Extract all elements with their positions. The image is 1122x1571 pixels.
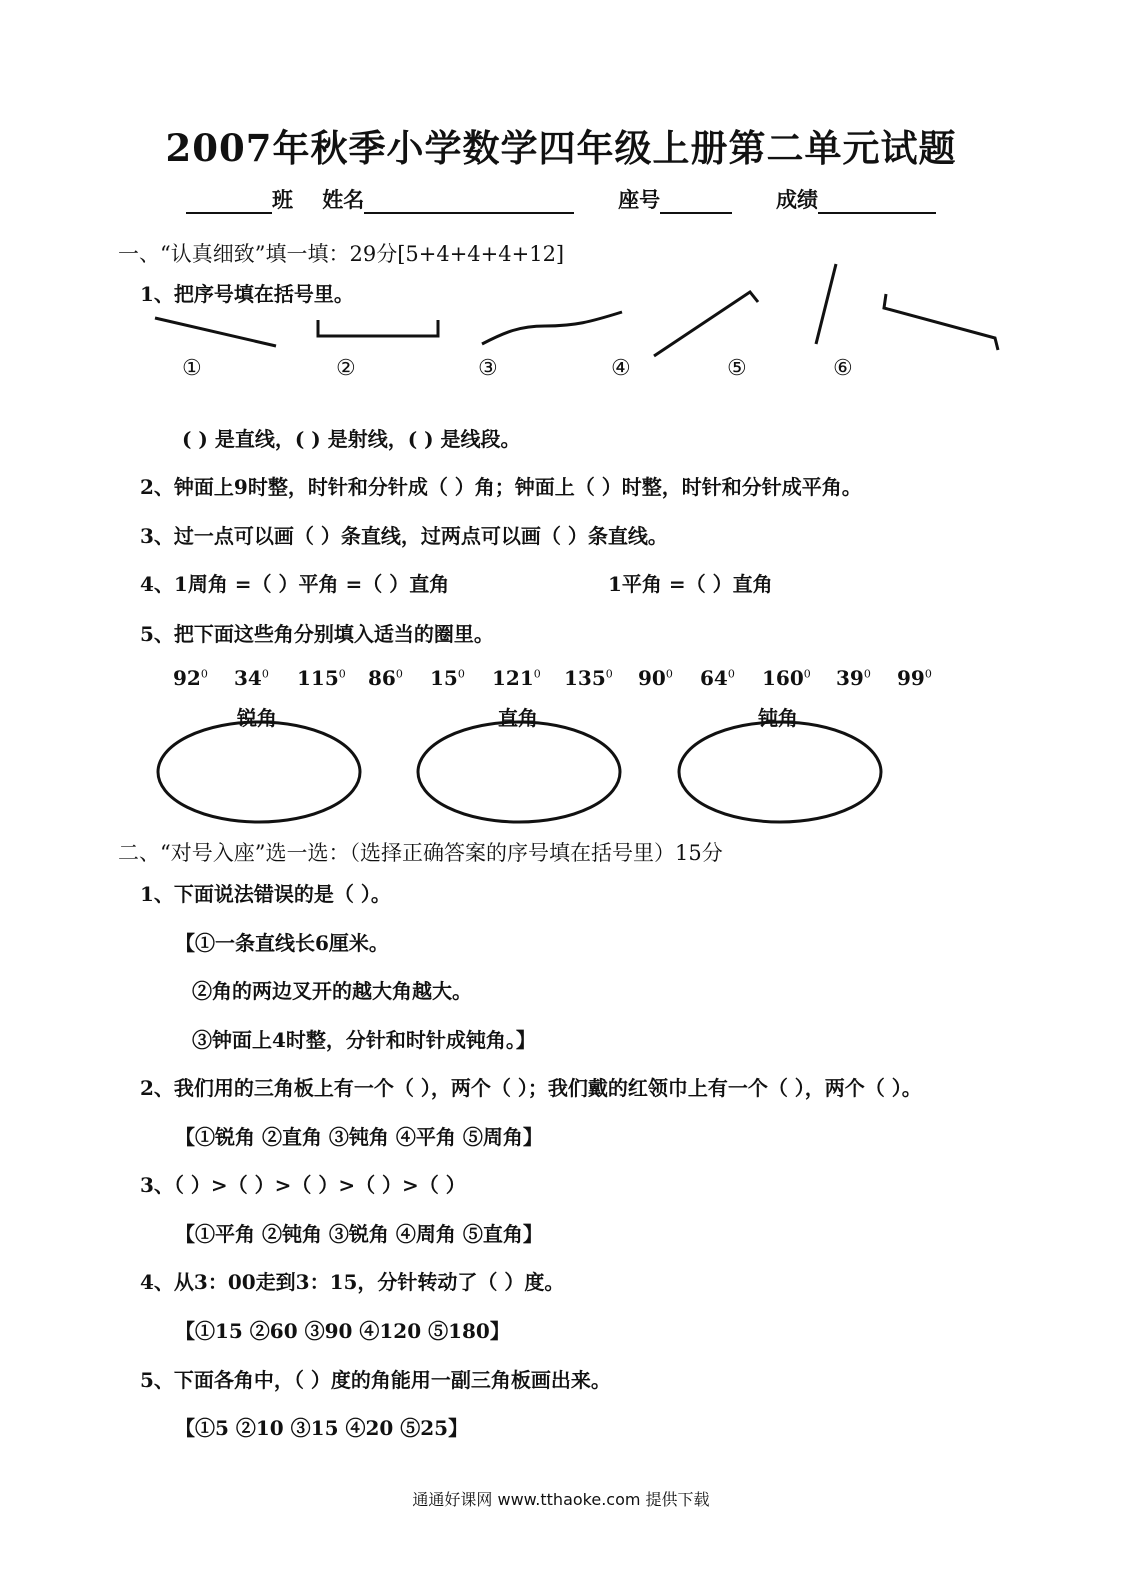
class-label: 班 bbox=[272, 187, 293, 212]
angle-value: $99^0$ bbox=[897, 666, 932, 690]
angle-value: $86^0$ bbox=[368, 666, 403, 690]
angle-value: $90^0$ bbox=[638, 666, 673, 690]
angle-value: $64^0$ bbox=[700, 666, 735, 690]
footer-source: 通通好课网 www.tthaoke.com 提供下载 bbox=[412, 1490, 710, 1509]
s2-q4-options: 【①15 ②60 ③90 ④120 ⑤180】 bbox=[175, 1319, 510, 1343]
section2-heading: 二、“对号入座”选一选：（选择正确答案的序号填在括号里）15分 bbox=[118, 841, 723, 865]
angle-value: $34^0$ bbox=[234, 666, 269, 690]
acute-label: 锐角 bbox=[237, 706, 277, 730]
s2-question-4: 4、从3：00走到3：15，分针转动了（ ）度。 bbox=[140, 1270, 565, 1294]
angle-value: $39^0$ bbox=[836, 666, 871, 690]
s2-question-1: 1、下面说法错误的是（ ）。 bbox=[140, 882, 391, 906]
figure-number-3: ③ bbox=[478, 356, 498, 381]
obtuse-oval[interactable] bbox=[679, 722, 881, 822]
s1-question-4b: 1平角 =（ ）直角 bbox=[608, 572, 773, 596]
figure-number-6: ⑥ bbox=[833, 356, 853, 381]
obtuse-label: 钝角 bbox=[758, 706, 798, 730]
figure-4-ray bbox=[654, 292, 758, 356]
s1-question-1: 1、把序号填在括号里。 bbox=[140, 282, 354, 306]
s2-question-5: 5、下面各角中，（ ）度的角能用一副三角板画出来。 bbox=[140, 1368, 611, 1392]
s2-q1-option-1: 【①一条直线长6厘米。 bbox=[175, 931, 389, 955]
s2-question-3: 3、（ ）>（ ）>（ ）>（ ）>（ ） bbox=[140, 1173, 466, 1197]
name-label: 姓名 bbox=[322, 187, 365, 212]
figure-number-1: ① bbox=[182, 356, 202, 381]
score-label: 成绩 bbox=[776, 187, 818, 212]
angle-value: $135^0$ bbox=[564, 666, 613, 690]
seat-label: 座号 bbox=[618, 187, 661, 212]
figure-2-segment bbox=[318, 320, 438, 336]
angle-value: $160^0$ bbox=[762, 666, 811, 690]
angle-value: $121^0$ bbox=[492, 666, 541, 690]
right-oval[interactable] bbox=[418, 722, 620, 822]
angle-value: $115^0$ bbox=[297, 666, 346, 690]
right-label: 直角 bbox=[498, 706, 538, 730]
s1-question-3: 3、过一点可以画（ ）条直线，过两点可以画（ ）条直线。 bbox=[140, 524, 668, 548]
figure-3-curve bbox=[482, 312, 622, 344]
acute-oval[interactable] bbox=[158, 722, 360, 822]
s1-question-5: 5、把下面这些角分别填入适当的圈里。 bbox=[140, 622, 494, 646]
s2-q1-option-2: ②角的两边叉开的越大角越大。 bbox=[192, 979, 472, 1003]
s2-q2-options: 【①锐角 ②直角 ③钝角 ④平角 ⑤周角】 bbox=[175, 1125, 543, 1149]
s2-question-2: 2、我们用的三角板上有一个（ ），两个（ ）；我们戴的红领巾上有一个（ ），两个（ ）。 bbox=[140, 1076, 922, 1100]
figure-number-2: ② bbox=[336, 356, 356, 381]
figure-1-line bbox=[155, 318, 276, 346]
s2-q5-options: 【①5 ②10 ③15 ④20 ⑤25】 bbox=[175, 1416, 469, 1440]
figure-number-5: ⑤ bbox=[727, 356, 747, 381]
s2-q1-option-3: ③钟面上4时整，分针和时针成钝角。】 bbox=[192, 1028, 536, 1052]
angle-value: $15^0$ bbox=[430, 666, 465, 690]
figure-6-segment bbox=[884, 294, 998, 350]
s1-question-4a: 4、1周角 =（ ）平角 =（ ）直角 bbox=[140, 572, 450, 596]
page-title: 2007年秋季小学数学四年级上册第二单元试题 bbox=[165, 126, 957, 170]
s1-question-2: 2、钟面上9时整，时针和分针成（ ）角；钟面上（ ）时整，时针和分针成平角。 bbox=[140, 475, 862, 499]
figure-number-4: ④ bbox=[611, 356, 631, 381]
section1-heading: 一、“认真细致”填一填：29分[5+4+4+4+12] bbox=[118, 242, 565, 266]
s2-q3-options: 【①平角 ②钝角 ③锐角 ④周角 ⑤直角】 bbox=[175, 1222, 543, 1246]
s1-q1-answer-line: ( ) 是直线，( ) 是射线，( ) 是线段。 bbox=[182, 427, 521, 451]
angle-value: $92^0$ bbox=[173, 666, 208, 690]
figure-5-line bbox=[816, 264, 836, 344]
